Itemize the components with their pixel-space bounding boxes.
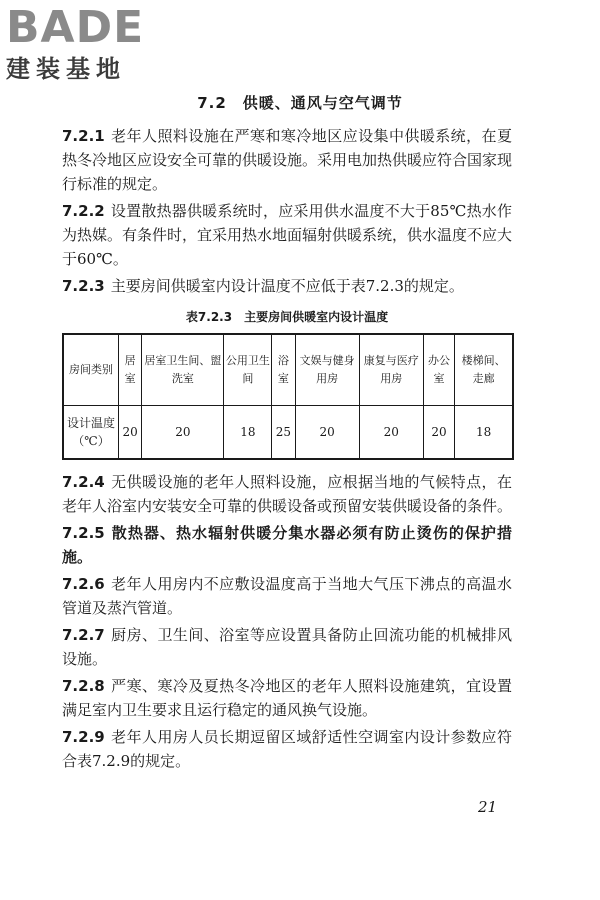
page-content	[62, 124, 512, 776]
clause-number: 7.2.1	[62, 127, 105, 145]
clause-7-2-6	[62, 572, 512, 620]
table-values-row	[63, 406, 513, 460]
section-title: 7.2 供暖、通风与空气调节	[197, 94, 403, 112]
table-cell: 25	[272, 406, 295, 460]
clause-number: 7.2.7	[62, 626, 105, 644]
clause-number: 7.2.9	[62, 728, 105, 746]
row-header-design-temp: 设计温度（℃）	[63, 406, 119, 460]
bade-logo	[6, 4, 176, 84]
clause-text: 设置散热器供暖系统时，应采用供水温度不大于85℃热水作为热媒。有条件时，宜采用热水地面辐射供暖系统，供水温度不应大于60℃。	[62, 202, 513, 268]
clause-text: 无供暖设施的老年人照料设施，应根据当地的气候特点，在老年人浴室内安装安全可靠的供暖设备或预留安装供暖设备的条件。	[62, 473, 513, 515]
table-header-row	[63, 334, 513, 406]
table-cell: 20	[119, 406, 142, 460]
table-cell: 20	[295, 406, 359, 460]
clause-number: 7.2.2	[62, 202, 105, 220]
clause-number: 7.2.4	[62, 473, 105, 491]
clause-text: 老年人用房人员长期逗留区域舒适性空调室内设计参数应符合表7.2.9的规定。	[62, 728, 512, 770]
column-header: 文娱与健身用房	[295, 334, 359, 406]
clause-text: 老年人照料设施在严寒和寒冷地区应设集中供暖系统，在夏热冬冷地区应设安全可靠的供暖设施。采用电加热供暖应符合国家现行标准的规定。	[62, 127, 513, 193]
logo-wordmark: BADE	[6, 2, 145, 53]
clause-text-mandatory: 散热器、热水辐射供暖分集水器必须有防止烫伤的保护措施。	[62, 524, 512, 566]
clause-7-2-1	[62, 124, 512, 196]
clause-7-2-2	[62, 199, 512, 271]
clause-text: 主要房间供暖室内设计温度不应低于表7.2.3的规定。	[110, 277, 464, 295]
row-header-room-type: 房间类别	[63, 334, 119, 406]
column-header: 办公室	[423, 334, 454, 406]
clause-text: 厨房、卫生间、浴室等应设置具备防止回流功能的机械排风设施。	[62, 626, 512, 668]
table-caption: 表7.2.3 主要房间供暖室内设计温度	[185, 310, 389, 324]
clause-text: 严寒、寒冷及夏热冬冷地区的老年人照料设施建筑，宜设置满足室内卫生要求且运行稳定的通风换气设施。	[62, 677, 512, 719]
column-header: 居室卫生间、盥洗室	[142, 334, 224, 406]
table-cell: 18	[455, 406, 513, 460]
table-cell: 20	[423, 406, 454, 460]
column-header: 公用卫生间	[224, 334, 272, 406]
page-number: 21	[478, 798, 498, 816]
clause-7-2-8	[62, 674, 512, 722]
clause-number: 7.2.3	[62, 277, 105, 295]
clause-7-2-3	[62, 274, 512, 298]
logo-subtitle: 建装基地	[6, 55, 126, 83]
table-cell: 18	[224, 406, 272, 460]
column-header: 康复与医疗用房	[359, 334, 423, 406]
clause-7-2-5	[62, 521, 512, 569]
clause-number: 7.2.6	[62, 575, 105, 593]
clause-number: 7.2.8	[62, 677, 105, 695]
clause-7-2-9	[62, 725, 512, 773]
clause-number: 7.2.5	[62, 524, 105, 542]
table-cell: 20	[142, 406, 224, 460]
heating-temperature-table	[62, 333, 514, 460]
clause-text: 老年人用房内不应敷设温度高于当地大气压下沸点的高温水管道及蒸汽管道。	[62, 575, 512, 617]
clause-7-2-7	[62, 623, 512, 671]
table-cell: 20	[359, 406, 423, 460]
column-header: 浴室	[272, 334, 295, 406]
clause-7-2-4	[62, 470, 512, 518]
column-header: 居室	[119, 334, 142, 406]
column-header: 楼梯间、走廊	[455, 334, 513, 406]
